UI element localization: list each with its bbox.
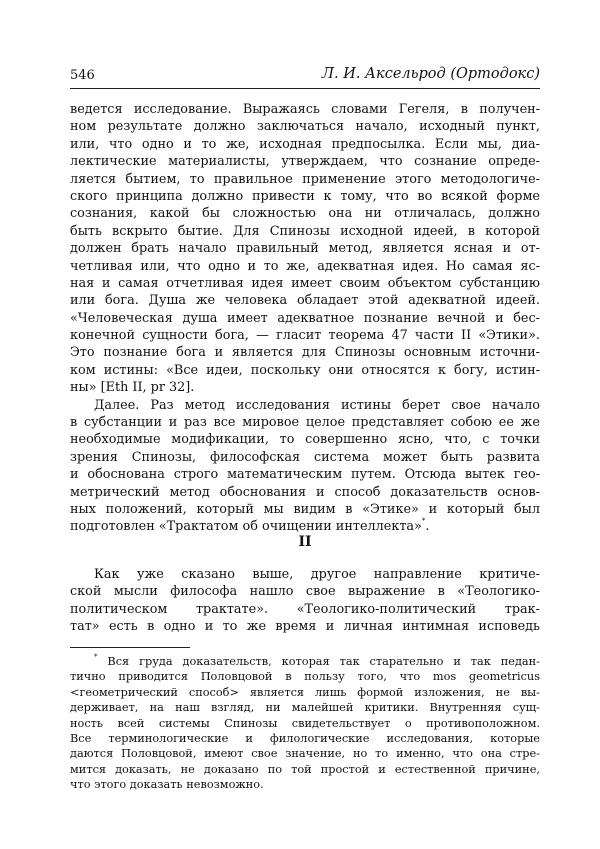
text-line: сознания, какой бы сложностью она ни отличалась, должно [70,206,540,222]
text-line: четливая или, что одно и то же, адекватная идея. Но самая яс- [70,258,540,274]
footnote-reference[interactable]: * [421,517,426,526]
page-header [70,66,540,86]
footnote-line: мится доказать, не доказано по той простой и естественной причине, [70,762,540,776]
text-line: тат» есть в одно и то же время и личная интимная исповедь [70,619,540,635]
footnote-line: даются Половцовой, имеют свое значение, но то именно, что она стре- [70,747,540,761]
text-line: метрический метод обоснования и способ доказательств основ- [70,484,540,500]
text-line: ляется бытием, то правильное применение этого методологиче- [70,171,540,187]
body-text-top [70,101,540,536]
body-text-bottom [70,566,540,636]
text-line: Как уже сказано выше, другое направление критиче- [94,567,540,582]
text-line: Это познание бога и является для Спинозы основным источни- [70,345,540,361]
header-rule [70,88,540,89]
text-line: необходимые модификации, то совершенно ясно, что, с точки [70,432,540,448]
text-line: лектические материалисты, утверждаем, что сознание опреде- [70,154,540,170]
footnote [70,654,540,793]
footnote-line: тично приводится Половцовой в пользу того, что mos geometricus [70,670,540,684]
text-line: или бога. Душа же человека обладает этой адекватной идеей. [70,293,540,309]
text-line: конечной сущности бога, — гласит теорема 47 части II «Этики». [70,328,540,344]
text-line: ны» [Eth II, pr 32]. [70,380,195,396]
footnote-line: что этого доказать невозможно. [70,778,264,792]
footnote-rule [70,647,190,648]
text-line: ных положений, который мы видим в «Этике» и который был [70,501,540,517]
text-line: Далее. Раз метод исследования истины берет свое начало [94,397,540,413]
text-line: ном результате должно заключаться начало, исходный пункт, [70,119,540,135]
text-line: ского принципа должно привести к тому, что во всякой форме [70,188,540,204]
text-line: политическом трактате». «Теологико-политический трак- [70,601,540,617]
text-line: в субстанции и раз все мировое целое представляет собою ее же [70,415,540,431]
text-line: быть вскрыто бытие. Для Спинозы исходной идеей, в которой [70,223,540,239]
text-line: зрения Спинозы, философская система может быть развита [70,449,540,465]
page-number: 546 [70,68,95,83]
text-line: «Человеческая душа имеет адекватное познание вечной и бес- [70,310,540,326]
text-line: и обоснована строго математическим путем. Отсюда вытек гео- [70,467,540,483]
footnote-text: Вся груда доказательств, которая так старательно и так педан- [107,655,540,668]
text-line: должен брать начало правильный метод, является ясная и от- [70,241,540,257]
footnote-marker: * [94,653,98,661]
running-head: Л. И. Аксельрод (Ортодокс) [321,66,540,82]
text-line-content: подготовлен «Трактатом об очищении интеллекта» [70,519,422,535]
text-line: ная и самая отчетливая идея имеет своим объектом субстанцию [70,275,540,291]
text-line: ской мысли философа нашло свое выражение в «Теологико- [70,584,540,600]
footnote-line: <геометрический способ> является лишь формой изложения, не вы- [70,685,540,699]
footnote-line: ность всей системы Спинозы свидетельствует о противоположном. [70,716,540,730]
footnote-line [70,654,540,669]
text-line: ведется исследование. Выражаясь словами Гегеля, в получен- [70,102,540,117]
text-line: ком истины: «Все идеи, поскольку они относятся к богу, истин- [70,362,540,378]
text-line: или, что одно и то же, исходная предпосылка. Если мы, диа- [70,136,540,152]
section-heading: II [298,534,312,550]
footnote-line: Все терминологические и филологические исследования, которые [70,731,540,745]
sentence-end: . [425,519,430,535]
footnote-line: держивает, на наш взгляд, ни малейшей критики. Внутренняя сущ- [70,701,540,715]
